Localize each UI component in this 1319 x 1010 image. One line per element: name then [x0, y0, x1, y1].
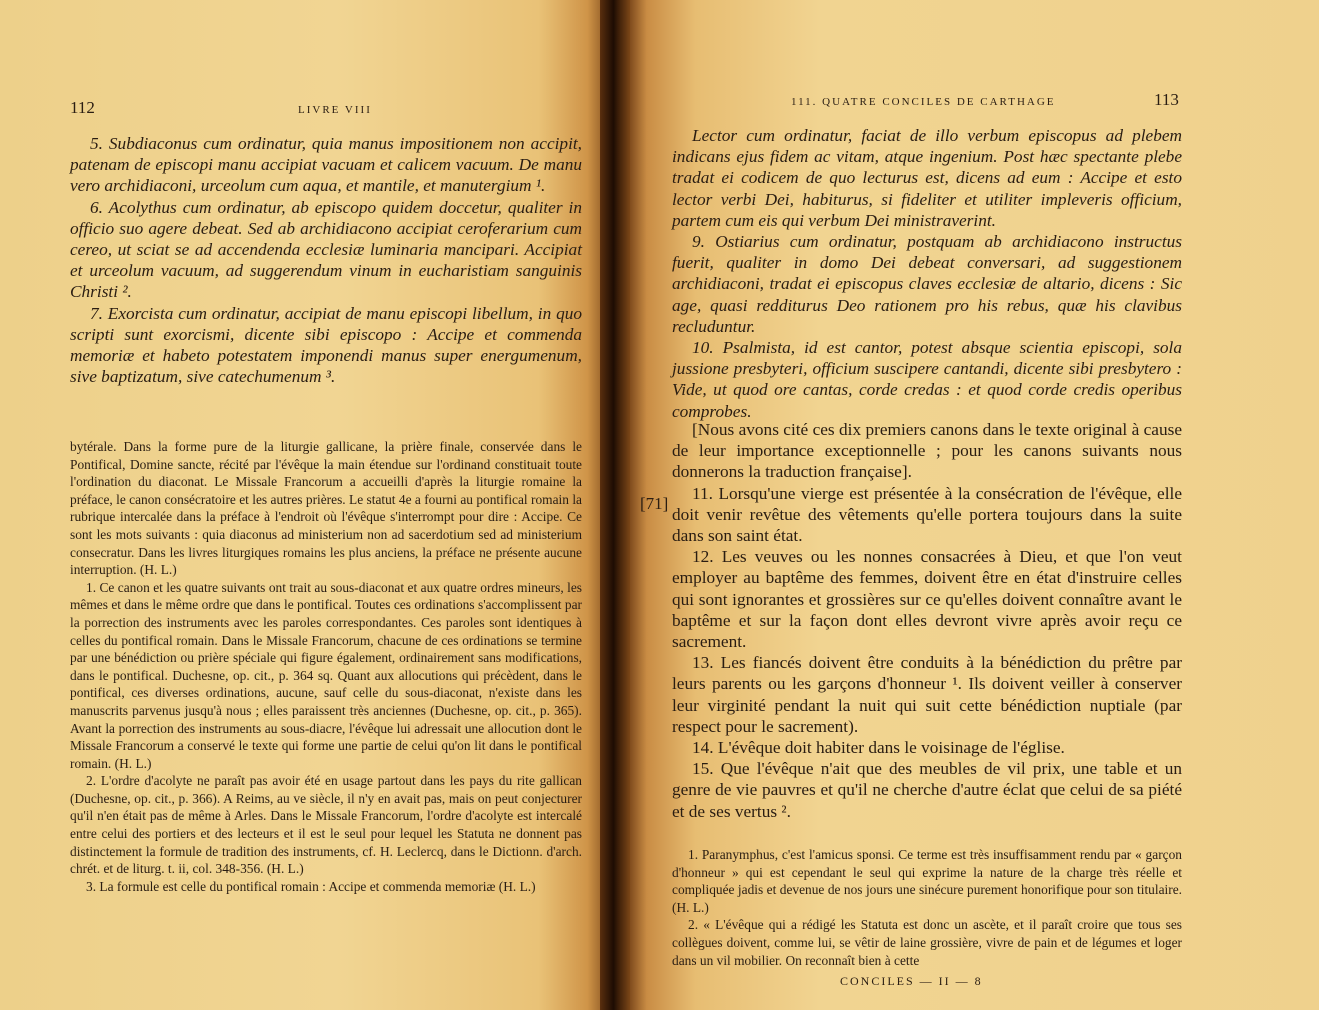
canon-paragraph: 15. Que l'évêque n'ait que des meubles de vil prix, une table et un genre de vie pauvres et qu'il ne cherche d'autre éclat que celui de sa piété et de ses vertus ². — [672, 759, 1182, 821]
canon-paragraph: 5. Subdiaconus cum ordinatur, quia manus impositionem non accipit, patenam de episcopi manu accipiat vacuam et calicem vacuum. De manu vero archidiaconi, urceolum cum aqua, et mantile, et manutergium ¹. — [70, 134, 582, 196]
canon-paragraph: 14. L'évêque doit habiter dans le voisinage de l'église. — [692, 738, 1065, 758]
canon-paragraph: [Nous avons cité ces dix premiers canons dans le texte original à cause de leur importance exceptionnelle ; pour les canons suivants nous donnerons la traduction française]. — [672, 420, 1182, 482]
right-page — [626, 0, 1319, 1010]
canon-paragraph: 7. Exorcista cum ordinatur, accipiat de manu episcopi libellum, in quo scripti sunt exorcismi, dicente sibi episcopo : Accipe et commenda memoriæ et habeto potestatem imponendi manus super energumenum, sive baptizatum, sive catechumenum ³. — [70, 303, 582, 387]
latin-canons — [672, 125, 1182, 422]
footnote: 2. L'ordre d'acolyte ne paraît pas avoir été en usage partout dans les pays du rite gallican (Duchesne, op. cit., p. 366). A Reims, au ve siècle, il n'y en avait pas, mais on peut conjecturer qu'il n'en était pas de même à Arles. Dans le Missale Francorum, l'ordre d'acolyte est intercalé entre celui des portiers et des lecteurs et il est le seul pour lequel les Statuta ne donnent pas distinctement la formule de tradition des instruments, cf. H. Leclercq, dans le Dictionn. d'arch. chrét. et de liturg. t. ii, col. 348-356. (H. L.) — [70, 773, 582, 877]
page-number: 113 — [1154, 90, 1179, 109]
footnote: 3. La formule est celle du pontifical romain : Accipe et commenda memoriæ (H. L.) — [86, 878, 536, 894]
canon-paragraph: Lector cum ordinatur, faciat de illo verbum episcopus ad plebem indicans ejus fidem ac vitam, atque ingenium. Post hæc spectante plebe tradat ei codicem de quo lecturus est, dicens ad eum : Accipe et esto lector verbi Dei, habiturus, si fideliter et utiliter impleveris officium, partem cum eis qui verbum Dei ministraverint. — [672, 126, 1182, 230]
left-page — [0, 0, 612, 1010]
footnote-continuation: bytérale. Dans la forme pure de la liturgie gallicane, la prière finale, conservée dans le Pontifical, Domine sancte, récité par l'évêque la main étendue sur l'ordinand constituait toute l'ordination du diaconat. Le Missale Francorum a accueilli d'après la liturgie romaine la préface, le canon consécratoire et les autres prières. Le statut 4e a fourni au pontifical romain la rubrique intercalée dans la préface à l'endroit où l'évêque s'interrompt pour dire : Accipe. Ce sont les mots suivants : quia diaconus ad ministerium non ad sacerdotium sed ad ministerium consecratur. Dans les livres liturgiques romains les plus anciens, la préface ne présente aucune interruption. (H. L.) — [70, 439, 582, 578]
footnote: 2. « L'évêque qui a rédigé les Statuta est donc un ascète, et il paraît croire que tous ses collègues doivent, comme lui, se vêtir de laine grossière, vivre de pain et de légumes et loger dans un vil mobilier. On reconnaît bien à cette — [672, 917, 1182, 968]
signature-mark: CONCILES — II — 8 — [840, 974, 983, 988]
footnotes — [672, 846, 1182, 969]
footnote: 1. Ce canon et les quatre suivants ont trait au sous-diaconat et aux quatre ordres mineurs, les mêmes et dans le même ordre que dans le pontifical. Toutes ces ordinations s'accomplissent par la porrection des instruments avec les paroles correspondantes. Ces paroles sont identiques à celles du pontifical romain. Dans le Missale Francorum, chacune de ces ordinations se termine par une bénédiction ou prière spéciale qui figure également, ordinairement sans modifications, dans le pontifical. Duchesne, op. cit., p. 364 sq. Quant aux allocutions qui précèdent, dans le pontifical, ces diverses ordinations, aucune, sauf celle du sous-diaconat, n'existe dans les manuscrits parvenus jusqu'à nous ; elles paraissent très anciennes (Duchesne, op. cit., p. 365). Avant la porrection des instruments au sous-diacre, l'évêque lui adressait une allocution dont le Missale Francorum a conservé le texte qui forme une partie de celui qu'on lit dans le pontifical romain. (H. L.) — [70, 579, 582, 771]
latin-canons — [70, 133, 582, 387]
canon-paragraph: 10. Psalmista, id est cantor, potest absque scientia episcopi, sola jussione presbyteri, officium suscipere cantandi, dicente sibi presbytero : Vide, ut quod ore cantas, corde credas : et quod corde credis operibus comprobes. — [672, 338, 1182, 421]
canon-paragraph: 11. Lorsqu'une vierge est présentée à la consécration de l'évêque, elle doit venir revêtue des vêtements qu'elle portera toujours dans la suite dans son saint état. — [672, 483, 1182, 546]
french-canons — [672, 419, 1182, 822]
footnotes — [70, 438, 582, 895]
footnote: 1. Paranymphus, c'est l'amicus sponsi. Ce terme est très insuffisamment rendu par « garçon d'honneur » qui est cependant le seul qui exprime la nature de la charge très réelle et compliquée jadis et devenue de nos jours une sinécure purement honorifique pour son titulaire. (H. L.) — [672, 847, 1182, 915]
book-gutter — [600, 0, 630, 1010]
running-head: LIVRE VIII — [298, 104, 372, 116]
canon-paragraph: 12. Les veuves ou les nonnes consacrées à Dieu, et que l'on veut employer au baptême des femmes, doivent être en état d'instruire celles qui sont ignorantes et grossières sur ce qu'elles doivent connaître avant le baptême et sur la façon dont elles devront vivre après avoir reçu ce sacrement. — [672, 547, 1182, 652]
canon-paragraph: 6. Acolythus cum ordinatur, ab episcopo quidem doccetur, qualiter in officio suo agere debeat. Sed ab archidiacono accipiat ceroferarium cum cereo, ut sciat se ad accendenda ecclesiæ luminaria mancipari. Accipiat et urceolum vacuum, ad suggerendum vinum in eucharistiam sanguinis Christi ². — [70, 197, 582, 302]
canon-paragraph: 9. Ostiarius cum ordinatur, postquam ab archidiacono instructus fuerit, qualiter in domo Dei debeat conversari, ad suggestionem archidiaconi, tradat ei episcopus claves ecclesiæ de altario, dicens : Sic age, quasi redditurus Deo rationem pro his rebus, quæ his clavibus recluduntur. — [672, 232, 1182, 336]
page-number: 112 — [70, 98, 95, 117]
margin-marker: [71] — [640, 494, 669, 513]
canon-paragraph: 13. Les fiancés doivent être conduits à la bénédiction du prêtre par leurs parents ou les garçons d'honneur ¹. Ils doivent veiller à conserver leur virginité pendant la nuit qui suit cette bénédiction nuptiale (par respect pour le sacrement). — [672, 653, 1182, 736]
running-head: 111. QUATRE CONCILES DE CARTHAGE — [791, 96, 1056, 108]
